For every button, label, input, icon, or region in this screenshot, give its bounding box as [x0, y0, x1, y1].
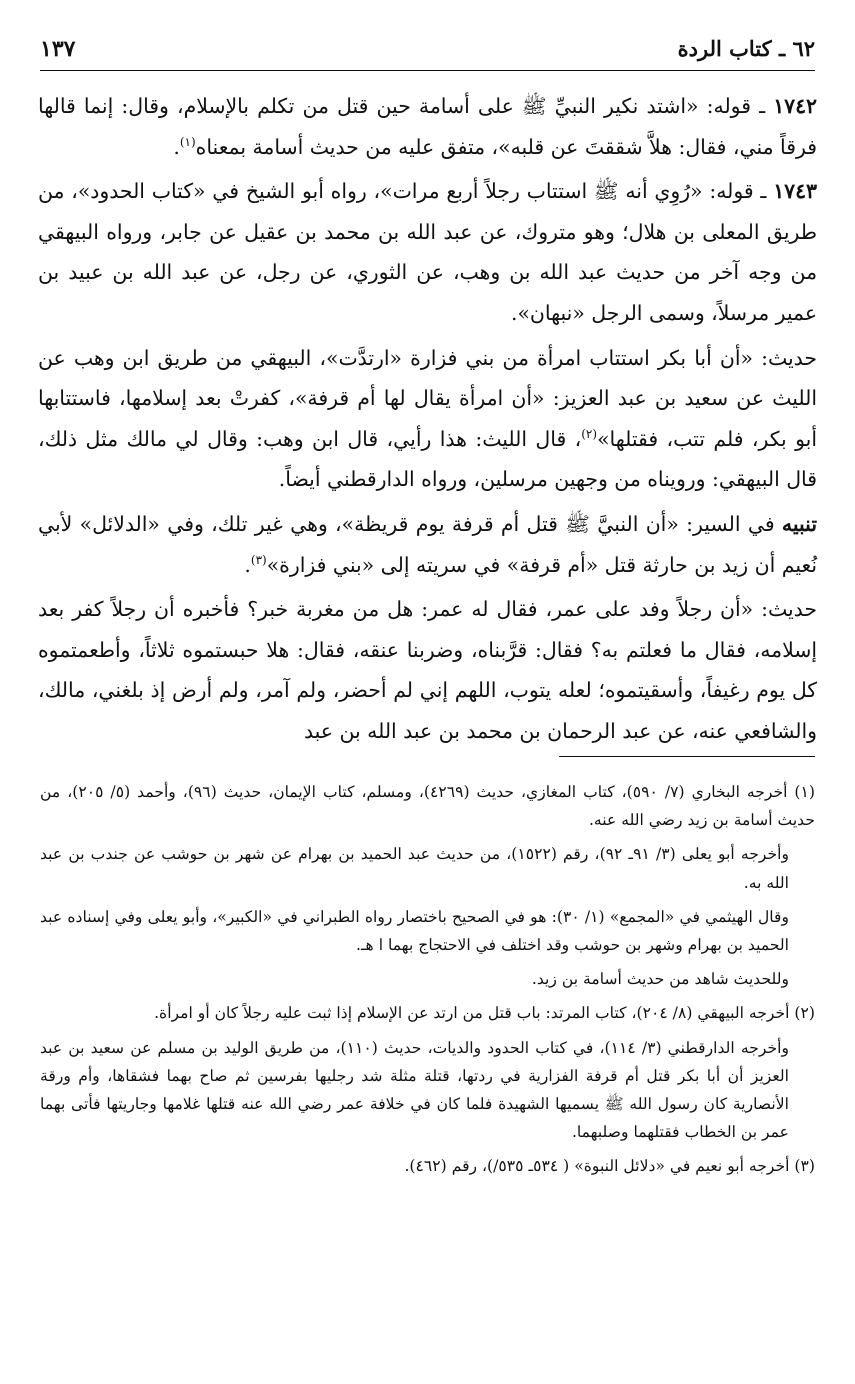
paragraph-text: ـ قوله: «رُوِي أنه ﷺ استتاب رجلاً أربع مرات»، رواه أبو الشيخ في «كتاب الحدود»، من طريق المعلى بن هلال؛ وهو متروك، عن عبد الله بن محمد بن عقيل عن جابر، ورواه البيهقي من وجه آخر من حديث عبد الله بن وهب، عن الثوري، عن رجل، عن عبد الله بن عبيد بن عمير مرسلاً، وسمى الرجل «نبهان».: [38, 179, 817, 325]
footnote-2-continuation: وأخرجه الدارقطني (٣/ ١١٤)، في كتاب الحدود والديات، حديث (١١٠)، من طريق الوليد بن مسلم عن سعيد بن عبد العزيز أن أبا بكر قتل أم قرفة الفزارية في ردتها، قتلة مثلة شد رجليها بفرسين ثم صاح بهما فشقاها، وأم ورقة الأنصارية كان رسول الله ﷺ يسميها الشهيدة فلما كان في خلافة عمر رضي الله عنه قتلها غلامها وجاريتها فأتى بهما عمر بن الخطاب فقتلهما وصلبهما.: [40, 1038, 789, 1142]
paragraph-1743: [38, 171, 817, 333]
main-text: [38, 86, 817, 756]
page-header: [40, 34, 815, 71]
paragraph-text: ، قال الليث: هذا رأيي، قال ابن وهب: وقال لي مالك مثل ذلك، قال البيهقي: ورويناه من وجهين مرسلين، ورواه الدارقطني أيضاً.: [38, 426, 817, 492]
paragraph-text: حديث: «أن أبا بكر استتاب امرأة من بني فزارة «ارتدَّت»، البيهقي من طريق ابن وهب عن الليث عن سعيد بن عبد العزيز: «أن امرأة يقال لها أم قرفة»، كفرتْ بعد إسلامها، فاستتابها أبو بكر، فلم تتب، فقتلها»: [38, 345, 818, 451]
footnote-1-continuation: وقال الهيثمي في «المجمع» (١/ ٣٠): هو في الصحيح باختصار رواه الطبراني في «الكبير»، وأبو يعلى وفي إسناده عبد الحميد بن بهرام وشهر بن حوشب وقد اختلف في الاحتجاج بهما ا هـ.: [40, 907, 790, 955]
hadith-number: ١٧٤٢: [773, 94, 817, 118]
paragraph-tanbih: تنبيه في السير: «أن النبيَّ ﷺ قتل أم قرفة يوم قريظة»، وهي غير تلك، وفي «الدلائل» لأبي نُعيم أن زيد بن حارثة قتل «أم قرفة» في سريته إلى «بني فزارة»$^{(٣)}$.: [38, 511, 817, 577]
paragraph-text: ـ قوله: «اشتد نكير النبيِّ ﷺ على أسامة حين قتل من تكلم بالإسلام، وقال: إنما قالها فرقاً مني، فقال: هلاَّ شققتَ عن قلبه»، متفق عليه من حديث أسامة بمعناه: [38, 94, 817, 159]
paragraph-hadith-abubakr: [38, 338, 817, 500]
footnote-1-continuation: وأخرجه أبو يعلى (٣/ ٩١ـ ٩٢)، رقم (١٥٢٢)، من حديث عبد الحميد بن بهرام عن شهر بن حوشب عن جندب بن عبد الله به.: [40, 845, 789, 892]
footnote-2: (٢) أخرجه البيهقي (٨/ ٢٠٤)، كتاب المرتد: باب قتل من ارتد عن الإسلام إذا ثبت عليه رجلاً كان أو امرأة.: [154, 1004, 815, 1023]
footnote-1-continuation: وللحديث شاهد من حديث أسامة بن زيد.: [531, 970, 789, 989]
paragraph-hadith-umar: [38, 589, 817, 751]
paragraph-1742: ١٧٤٢ ـ قوله: «اشتد نكير النبيِّ ﷺ على أسامة حين قتل من تكلم بالإسلام، وقال: إنما قالها فرقاً مني، فقال: هلاَّ شققتَ عن قلبه»، متفق عليه من حديث أسامة بمعناه$^{(١)}$.: [38, 94, 817, 159]
footnote-ref: (٣): [250, 552, 267, 567]
page-number: ١٣٧: [40, 36, 76, 62]
paragraph-text: حديث: «أن رجلاً وفد على عمر، فقال له عمر: هل من مغربة خبر؟ فأخبره أن رجلاً كفر بعد إسلامه، فقال ما فعلتم به؟ فقال: قرَّبناه، وضربنا عنقه، فقال: هلا حبستموه ثلاثاً، وأطعمتموه كل يوم رغيفاً، وأسقيتموه؛ لعله يتوب، اللهم إني لم أحضر، ولم آمر، ولم أرض إذ بلغني، مالك، والشافعي عنه، عن عبد الرحمان بن محمد بن عبد الله بن عبد: [38, 597, 817, 743]
footnote-1: (١) أخرجه البخاري (٧/ ٥٩٠)، كتاب المغازي، حديث (٤٢٦٩)، ومسلم، كتاب الإيمان، حديث (٩٦)، وأحمد (٥/ ٢٠٥)، من حديث أسامة بن زيد رضي الله عنه.: [40, 783, 815, 830]
footnote-3: (٣) أخرجه أبو نعيم في «دلائل النبوة» ( ٥٣٤ـ ٥٣٥/)، رقم (٤٦٢).: [404, 1157, 815, 1176]
chapter-title: ٦٢ ـ كتاب الردة: [677, 36, 815, 61]
footnote-ref: (٢): [581, 426, 598, 441]
paragraph-text: في السير: «أن النبيَّ ﷺ قتل أم قرفة يوم قريظة»، وهي غير تلك، وفي «الدلائل» لأبي نُعيم أن زيد بن حارثة قتل «أم قرفة» في سريته إلى «بني فزارة»: [38, 511, 817, 577]
hadith-number: ١٧٤٣: [773, 179, 817, 204]
note-label: تنبيه: [781, 511, 817, 536]
footnotes: [40, 778, 815, 1187]
footnote-separator: [559, 756, 815, 757]
footnote-ref: (١): [179, 134, 196, 149]
